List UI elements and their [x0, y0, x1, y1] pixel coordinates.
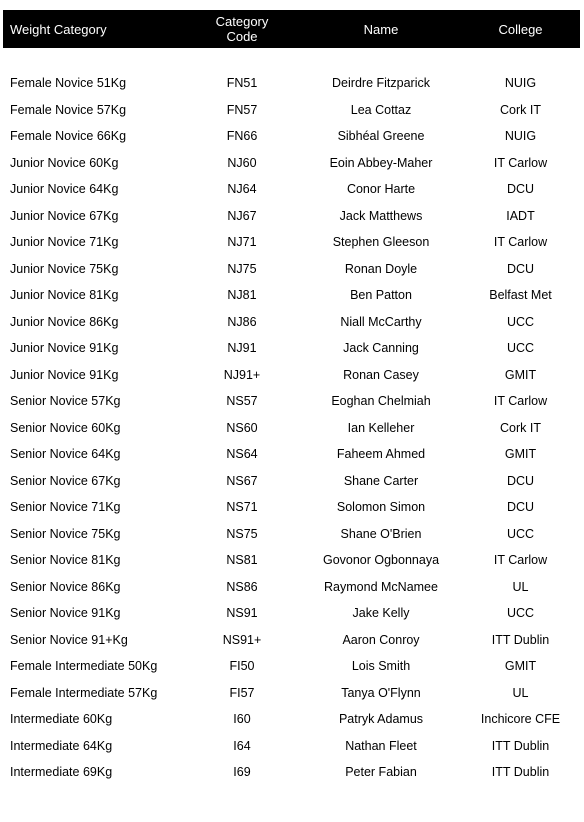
table-row	[3, 759, 580, 786]
table-row	[3, 97, 580, 124]
cell-weight-category: Female Novice 66Kg	[10, 129, 127, 144]
cell-weight-category: Senior Novice 81Kg	[10, 553, 121, 568]
cell-category-code: NJ91	[227, 341, 257, 356]
cell-name: Sibhéal Greene	[337, 129, 425, 144]
cell-name: Lois Smith	[351, 659, 411, 674]
cell-college: UL	[512, 579, 529, 594]
cell-college: IT Carlow	[493, 394, 548, 409]
cell-college: IADT	[506, 208, 535, 223]
cell-category-code: NS75	[226, 526, 258, 541]
table-row	[3, 627, 580, 654]
cell-category-code: NJ71	[227, 235, 257, 250]
cell-college: UCC	[506, 606, 535, 621]
cell-name: Raymond McNamee	[324, 579, 438, 594]
table-row	[3, 388, 580, 415]
cell-category-code: NJ75	[227, 261, 257, 276]
table-row	[3, 733, 580, 760]
cell-weight-category: Junior Novice 91Kg	[10, 341, 119, 356]
cell-weight-category: Intermediate 64Kg	[10, 738, 113, 753]
cell-weight-category: Senior Novice 91+Kg	[10, 632, 128, 647]
cell-college: DCU	[506, 500, 535, 515]
cell-name: Jake Kelly	[352, 606, 410, 621]
cell-name: Patryk Adamus	[338, 712, 424, 727]
cell-name: Ronan Doyle	[344, 261, 418, 276]
cell-college: IT Carlow	[493, 553, 548, 568]
cell-name: Conor Harte	[346, 182, 416, 197]
table-row	[3, 653, 580, 680]
cell-weight-category: Senior Novice 71Kg	[10, 500, 121, 515]
table-row	[3, 309, 580, 336]
cell-name: Peter Fabian	[345, 765, 417, 780]
cell-name: Aaron Conroy	[342, 632, 420, 647]
cell-category-code: NJ91+	[223, 367, 261, 382]
table-row	[3, 282, 580, 309]
header-weight-category: Weight Category	[10, 21, 107, 37]
cell-college: IT Carlow	[493, 155, 548, 170]
cell-category-code: NS91+	[222, 632, 262, 647]
table-row	[3, 600, 580, 627]
table-row	[3, 123, 580, 150]
header-name: Name	[363, 21, 399, 37]
cell-category-code: FI57	[229, 685, 255, 700]
cell-college: DCU	[506, 182, 535, 197]
cell-college: ITT Dublin	[491, 632, 550, 647]
cell-college: NUIG	[504, 76, 537, 91]
cell-college: IT Carlow	[493, 235, 548, 250]
cell-weight-category: Senior Novice 57Kg	[10, 394, 121, 409]
cell-category-code: NJ86	[227, 314, 257, 329]
table-row	[3, 150, 580, 177]
cell-category-code: NS64	[226, 447, 258, 462]
cell-weight-category: Junior Novice 91Kg	[10, 367, 119, 382]
cell-weight-category: Senior Novice 64Kg	[10, 447, 121, 462]
table-body	[3, 70, 580, 786]
cell-name: Ian Kelleher	[347, 420, 415, 435]
cell-name: Eoghan Chelmiah	[331, 394, 431, 409]
cell-name: Govonor Ogbonnaya	[322, 553, 440, 568]
cell-name: Ronan Casey	[343, 367, 419, 382]
cell-weight-category: Female Novice 51Kg	[10, 76, 127, 91]
cell-college: ITT Dublin	[491, 738, 550, 753]
cell-category-code: NS67	[226, 473, 258, 488]
table-row	[3, 203, 580, 230]
cell-category-code: FN57	[226, 102, 258, 117]
cell-name: Eoin Abbey-Maher	[329, 155, 433, 170]
cell-name: Lea Cottaz	[350, 102, 412, 117]
cell-weight-category: Junior Novice 60Kg	[10, 155, 119, 170]
cell-college: NUIG	[504, 129, 537, 144]
table-row	[3, 441, 580, 468]
table-row	[3, 468, 580, 495]
cell-category-code: NS91	[226, 606, 258, 621]
cell-category-code: NS71	[226, 500, 258, 515]
cell-college: UCC	[506, 526, 535, 541]
table-row	[3, 176, 580, 203]
cell-category-code: NS86	[226, 579, 258, 594]
cell-college: UL	[512, 685, 529, 700]
cell-college: Inchicore CFE	[480, 712, 561, 727]
cell-weight-category: Senior Novice 60Kg	[10, 420, 121, 435]
header-college: College	[498, 21, 543, 37]
cell-college: Cork IT	[500, 420, 541, 435]
cell-category-code: NJ81	[227, 288, 257, 303]
cell-college: UCC	[506, 314, 535, 329]
cell-college: DCU	[506, 261, 535, 276]
table-row	[3, 362, 580, 389]
cell-weight-category: Senior Novice 67Kg	[10, 473, 121, 488]
table-row	[3, 415, 580, 442]
cell-category-code: FI50	[229, 659, 255, 674]
cell-college: GMIT	[504, 447, 537, 462]
cell-category-code: I69	[233, 765, 251, 780]
cell-name: Solomon Simon	[336, 500, 426, 515]
table-row	[3, 706, 580, 733]
cell-college: UCC	[506, 341, 535, 356]
cell-weight-category: Junior Novice 75Kg	[10, 261, 119, 276]
cell-name: Deirdre Fitzparick	[332, 76, 430, 91]
cell-category-code: NJ60	[227, 155, 257, 170]
cell-weight-category: Intermediate 69Kg	[10, 765, 113, 780]
cell-category-code: I64	[233, 738, 251, 753]
cell-name: Nathan Fleet	[345, 738, 417, 753]
cell-category-code: I60	[233, 712, 251, 727]
cell-weight-category: Junior Novice 67Kg	[10, 208, 119, 223]
table-row	[3, 494, 580, 521]
cell-college: GMIT	[504, 659, 537, 674]
table-row	[3, 335, 580, 362]
cell-weight-category: Junior Novice 81Kg	[10, 288, 119, 303]
cell-category-code: NS60	[226, 420, 258, 435]
table-row	[3, 256, 580, 283]
table-row	[3, 521, 580, 548]
cell-weight-category: Junior Novice 71Kg	[10, 235, 119, 250]
cell-category-code: NS57	[226, 394, 258, 409]
cell-name: Faheem Ahmed	[336, 447, 426, 462]
table-row	[3, 547, 580, 574]
cell-weight-category: Senior Novice 91Kg	[10, 606, 121, 621]
cell-college: Belfast Met	[489, 288, 552, 303]
table-row	[3, 574, 580, 601]
header-code-line1: Category	[215, 14, 269, 29]
cell-category-code: FN51	[226, 76, 258, 91]
cell-category-code: NS81	[226, 553, 258, 568]
cell-college: GMIT	[504, 367, 537, 382]
cell-name: Jack Canning	[343, 341, 419, 356]
cell-category-code: NJ64	[227, 182, 257, 197]
table-header	[3, 10, 580, 48]
cell-category-code: FN66	[226, 129, 258, 144]
cell-weight-category: Female Intermediate 57Kg	[10, 685, 158, 700]
cell-college: DCU	[506, 473, 535, 488]
results-table	[3, 10, 580, 786]
cell-category-code: NJ67	[227, 208, 257, 223]
cell-weight-category: Intermediate 60Kg	[10, 712, 113, 727]
cell-college: ITT Dublin	[491, 765, 550, 780]
cell-weight-category: Female Intermediate 50Kg	[10, 659, 158, 674]
cell-name: Ben Patton	[350, 288, 412, 303]
table-row	[3, 680, 580, 707]
header-code-line2: Code	[226, 29, 258, 44]
table-row	[3, 70, 580, 97]
header-category-code	[183, 14, 301, 44]
cell-name: Shane Carter	[343, 473, 419, 488]
cell-name: Stephen Gleeson	[332, 235, 430, 250]
cell-weight-category: Junior Novice 86Kg	[10, 314, 119, 329]
table-row	[3, 229, 580, 256]
cell-college: Cork IT	[500, 102, 541, 117]
cell-weight-category: Junior Novice 64Kg	[10, 182, 119, 197]
cell-name: Jack Matthews	[339, 208, 423, 223]
cell-weight-category: Senior Novice 75Kg	[10, 526, 121, 541]
cell-name: Shane O'Brien	[340, 526, 422, 541]
cell-name: Niall McCarthy	[340, 314, 422, 329]
cell-name: Tanya O'Flynn	[341, 685, 421, 700]
cell-weight-category: Female Novice 57Kg	[10, 102, 127, 117]
cell-weight-category: Senior Novice 86Kg	[10, 579, 121, 594]
